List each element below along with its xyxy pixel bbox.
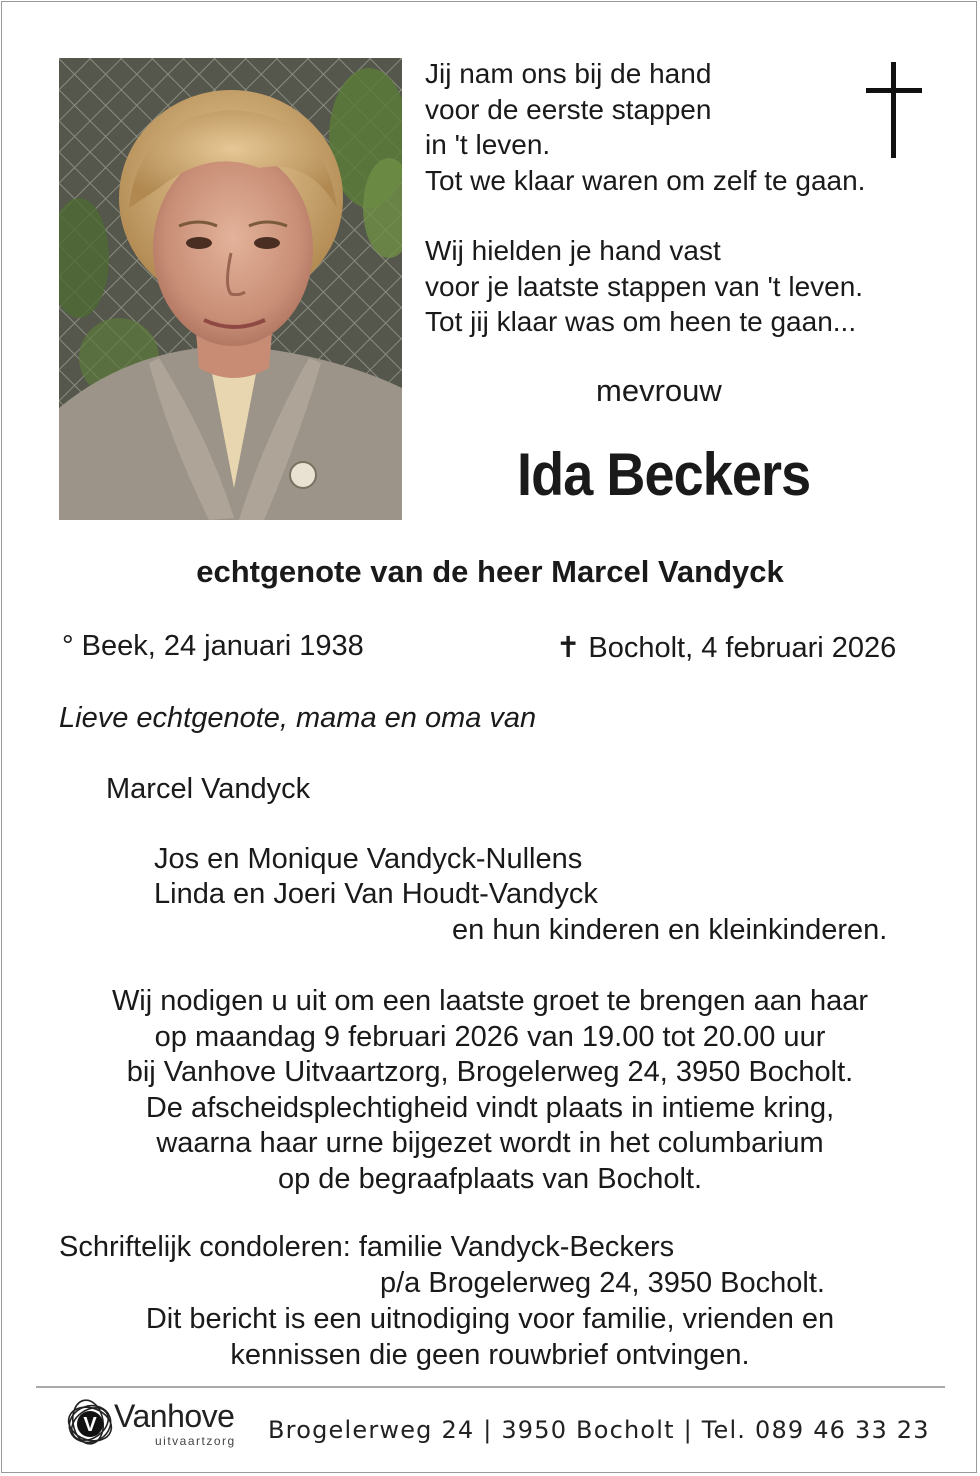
vanhove-logo-mark [64,1398,116,1450]
invitation-line: De afscheidsplechtigheid vindt plaats in intieme kring, [145,1091,835,1124]
invitation-line: bij Vanhove Uitvaartzorg, Brogelerweg 24, 3950 Bocholt. [126,1056,854,1089]
family-intro: Lieve echtgenote, mama en oma van [59,702,537,734]
poem-line: voor je laatste stappen van 't leven. [425,270,864,302]
notice-text [0,1302,980,1373]
invitation-line: waarna haar urne bijgezet wordt in het columbarium [156,1127,824,1160]
husband-name: Marcel Vandyck [106,773,311,805]
child-name: Jos en Monique Vandyck-Nullens [154,843,583,875]
poem-line: Tot we klaar waren om zelf te gaan. [425,164,866,196]
footer-divider [36,1386,945,1388]
poem [425,56,945,340]
poem-line: voor de eerste stappen [425,93,712,125]
condolence-address: p/a Brogelerweg 24, 3950 Bocholt. [380,1267,825,1299]
condolence-line: Schriftelijk condoleren: familie Vandyck-Beckers [59,1231,675,1263]
poem-line: Tot jij klaar was om heen te gaan... [425,306,857,337]
portrait-photo [59,58,402,520]
portrait-illustration [59,58,402,520]
invitation-line: Wij nodigen u uit om een laatste groet te brengen aan haar [111,985,869,1017]
notice-line: kennissen die geen rouwbrief ontvingen. [230,1338,750,1371]
poem-line: in 't leven. [425,129,551,160]
logo-letter: V [83,1414,97,1436]
brand-name: Vanhove [114,1398,235,1434]
death-info: ✝ Bocholt, 4 februari 2026 [556,632,897,664]
deceased-name: Ida Beckers [517,441,811,508]
poem-line: Wij hielden je hand vast [425,235,721,266]
spouse-line: echtgenote van de heer Marcel Vandyck [196,554,784,589]
poem-line: Jij nam ons bij de hand [425,58,712,89]
birth-info: ° Beek, 24 januari 1938 [62,630,364,662]
invitation-line: op maandag 9 februari 2026 van 19.00 tot 20.00 uur [154,1020,826,1053]
invitation-line: op de begraafplaats van Bocholt. [277,1162,703,1195]
footer-contact: Brogelerweg 24 | 3950 Bocholt | Tel. 089 46 33 23 [268,1416,930,1444]
grandchildren-line: en hun kinderen en kleinkinderen. [452,914,888,946]
honorific: mevrouw [596,373,722,408]
brand-subtitle: uitvaartzorg [155,1434,236,1448]
notice-line: Dit bericht is een uitnodiging voor familie, vrienden en [145,1303,835,1335]
vanhove-logo [64,1398,254,1450]
invitation-text [0,984,980,1198]
child-name: Linda en Joeri Van Houdt-Vandyck [154,878,598,910]
